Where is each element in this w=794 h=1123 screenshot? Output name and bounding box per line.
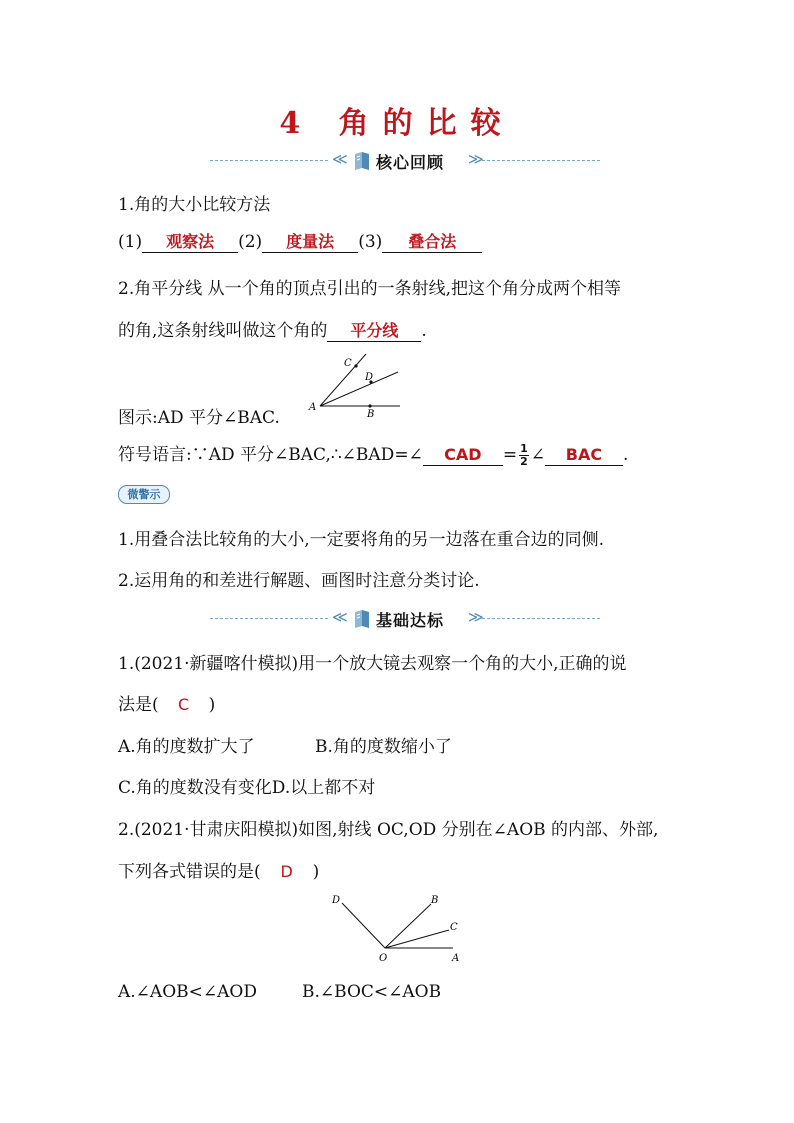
text-segment: ) xyxy=(312,862,320,882)
basics-q2-line1: 2.(2021·甘肃庆阳模拟)如图,射线 OC,OD 分别在∠AOB 的内部、外部, xyxy=(118,820,659,840)
answer-blank: 度量法 xyxy=(262,232,358,253)
section-title: 基础达标 xyxy=(376,611,445,630)
answer-blank: 观察法 xyxy=(142,232,238,253)
fraction-denominator: 2 xyxy=(520,455,528,468)
text-segment: ) xyxy=(208,695,216,715)
basics-q1-options-cd: C.角的度数没有变化D.以上都不对 xyxy=(118,778,376,798)
basics-q1-options-ab xyxy=(118,732,452,757)
divider-left xyxy=(210,160,328,161)
text-segment: . xyxy=(622,445,629,465)
basics-q1-line1: 1.(2021·新疆喀什模拟)用一个放大镜去观察一个角的大小,正确的说 xyxy=(118,654,627,674)
diagram-note: 图示:AD 平分∠BAC. xyxy=(118,408,280,428)
double-chevron-right-icon: ≫ xyxy=(468,608,484,626)
text-segment: = xyxy=(502,445,518,465)
answer-choice: D xyxy=(280,862,293,881)
answer-blank: BAC xyxy=(545,445,623,466)
answer-blank: 平分线 xyxy=(327,321,421,342)
point-b xyxy=(368,404,371,407)
book-icon xyxy=(353,151,371,171)
text-segment: 符号语言:∵AD 平分∠BAC,∴∠BAD=∠ xyxy=(118,445,423,465)
fraction xyxy=(519,443,529,468)
review-q1-title: 1.角的大小比较方法 xyxy=(118,195,271,215)
review-q2-line2 xyxy=(118,316,427,342)
point-c xyxy=(354,364,357,367)
text-segment: ∠ xyxy=(530,445,545,465)
answer-blank: CAD xyxy=(423,445,503,466)
label-c: C xyxy=(344,358,352,369)
section-title: 核心回顾 xyxy=(376,153,445,172)
label-a: A xyxy=(309,402,317,413)
option-a: A.角的度数扩大了 xyxy=(118,737,255,757)
book-icon xyxy=(353,609,371,629)
review-q1-answers xyxy=(118,232,482,253)
double-chevron-left-icon: ≪ xyxy=(332,150,348,168)
label-c: C xyxy=(450,922,458,933)
divider-right xyxy=(482,618,600,619)
label-b: B xyxy=(367,409,375,420)
basics-q2-options xyxy=(118,982,441,1002)
page-title: 4 角的比较 xyxy=(279,106,515,141)
tip-1: 1.用叠合法比较角的大小,一定要将角的另一边落在重合边的同侧. xyxy=(118,530,605,550)
answer-blank: 叠合法 xyxy=(382,232,482,253)
text-segment: 下列各式错误的是( xyxy=(118,862,261,882)
double-chevron-left-icon: ≪ xyxy=(332,608,348,626)
symbol-language xyxy=(118,440,628,468)
text-segment: . xyxy=(421,321,427,341)
option-a: A.∠AOB<∠AOD xyxy=(118,982,257,1002)
text-segment: 的角,这条射线叫做这个角的 xyxy=(118,321,328,341)
review-q2-line1: 2.角平分线 从一个角的顶点引出的一条射线,把这个角分成两个相等 xyxy=(118,279,622,299)
fraction-numerator: 1 xyxy=(520,442,528,455)
basics-q1-line2 xyxy=(118,690,215,715)
label-b: B xyxy=(431,895,439,906)
text-segment: 法是( xyxy=(118,695,159,715)
answer-choice: C xyxy=(178,695,190,714)
warning-badge: 微警示 xyxy=(118,485,170,504)
option-b: B.角的度数缩小了 xyxy=(315,737,452,757)
option-b: B.∠BOC<∠AOB xyxy=(302,982,442,1002)
angle-aob-figure xyxy=(325,890,465,966)
label-d: D xyxy=(365,372,374,383)
divider-left xyxy=(210,618,328,619)
basics-q2-line2 xyxy=(118,857,319,882)
label-d: D xyxy=(332,895,341,906)
blank-prefix: (1) xyxy=(118,232,143,252)
angle-bisector-figure xyxy=(300,350,410,422)
label-o: O xyxy=(379,953,388,964)
divider-right xyxy=(482,160,600,161)
double-chevron-right-icon: ≫ xyxy=(468,150,484,168)
blank-prefix: (2) xyxy=(238,232,263,252)
tip-2: 2.运用角的和差进行解题、画图时注意分类讨论. xyxy=(118,571,480,591)
section-header-review xyxy=(210,149,600,173)
section-header-basics xyxy=(210,607,600,631)
blank-prefix: (3) xyxy=(358,232,383,252)
label-a: A xyxy=(452,953,460,964)
